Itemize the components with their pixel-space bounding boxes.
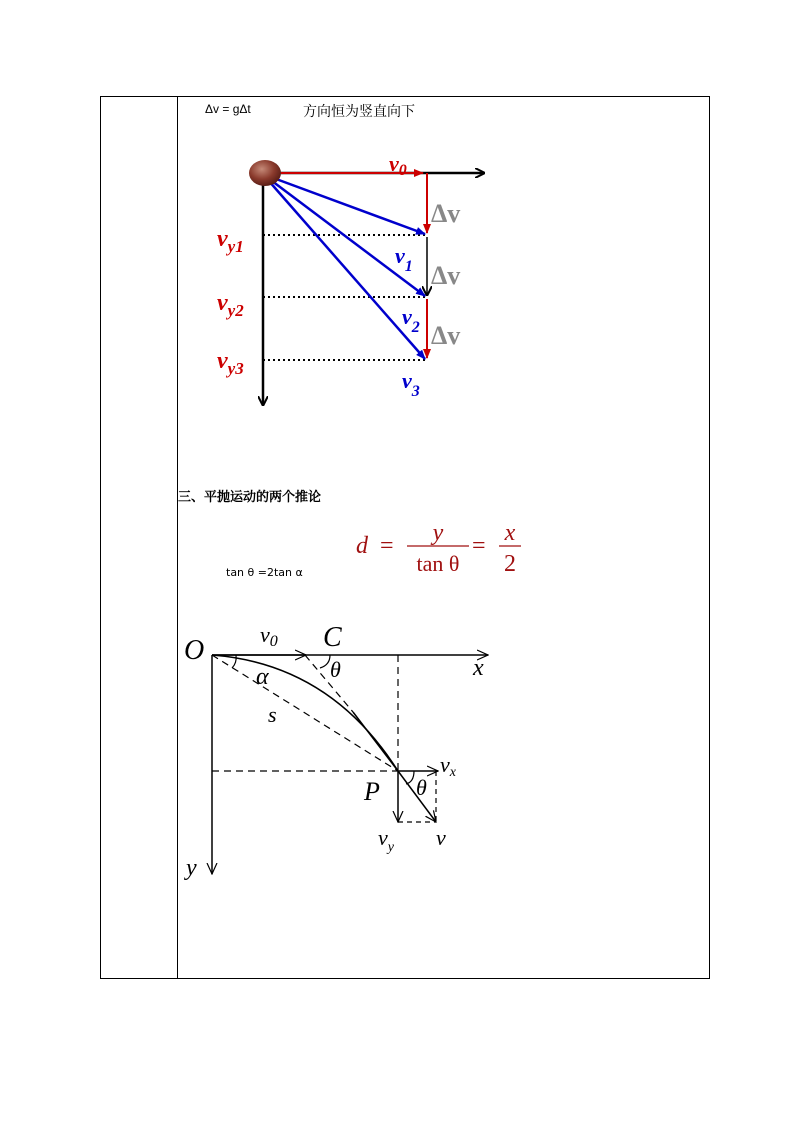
label-C: C [323,622,342,653]
tangent-line [353,712,398,771]
label-vy2: $v_{y2}$ [217,290,244,320]
tan-relation: tan θ =2tan α [226,566,303,579]
label-v3: $v_3$ [402,368,420,400]
delta-v-formula: Δv = gΔt [205,102,251,116]
section-heading: 三、平抛运动的两个推论 [178,490,322,505]
label-v0: v0 [389,151,407,179]
formula-lhs: d [356,533,368,559]
label-v: v [436,825,446,850]
label-y: y [186,855,197,881]
velocity-triangle-figure [217,151,484,405]
formula-den-1: tan θ [416,551,460,576]
formula-num-2: x [504,520,516,546]
label-delta-v-3: Δv [431,321,461,350]
label-alpha: α [256,664,269,690]
v2-vector [268,178,425,296]
tangent-extension [305,655,353,712]
label-x: x [473,655,484,681]
direction-note: 方向恒为竖直向下 [303,104,415,120]
formula-den-2: 2 [504,551,516,577]
theta-arc-c [320,655,330,668]
ball [249,160,281,186]
formula-d [356,520,521,577]
label-vx: vx [440,752,456,780]
label-vy3: $v_{y3}$ [217,348,244,378]
formula-eq-2: = [472,533,486,559]
label-O: O [184,635,205,666]
label-theta-1: θ [330,657,341,682]
v3-vector [268,180,425,359]
formula-eq-1: = [380,533,394,559]
displacement-s [212,655,398,771]
label-delta-v-2: Δv [431,261,461,290]
label-v2: $v_2$ [402,304,420,336]
label-delta-v-1: Δv [431,199,461,228]
label-v1: $v_1$ [395,243,413,275]
formula-num-1: y [432,520,444,546]
projectile-figure [184,622,488,881]
label-vy: $v_y$ [378,825,394,855]
label-s: s [268,702,277,727]
label-vy1: $v_{y1}$ [217,226,244,256]
theta-arc-p [406,771,414,784]
label-P: P [364,777,380,806]
label-v0: v0 [260,622,278,650]
label-theta-2: θ [416,775,427,800]
